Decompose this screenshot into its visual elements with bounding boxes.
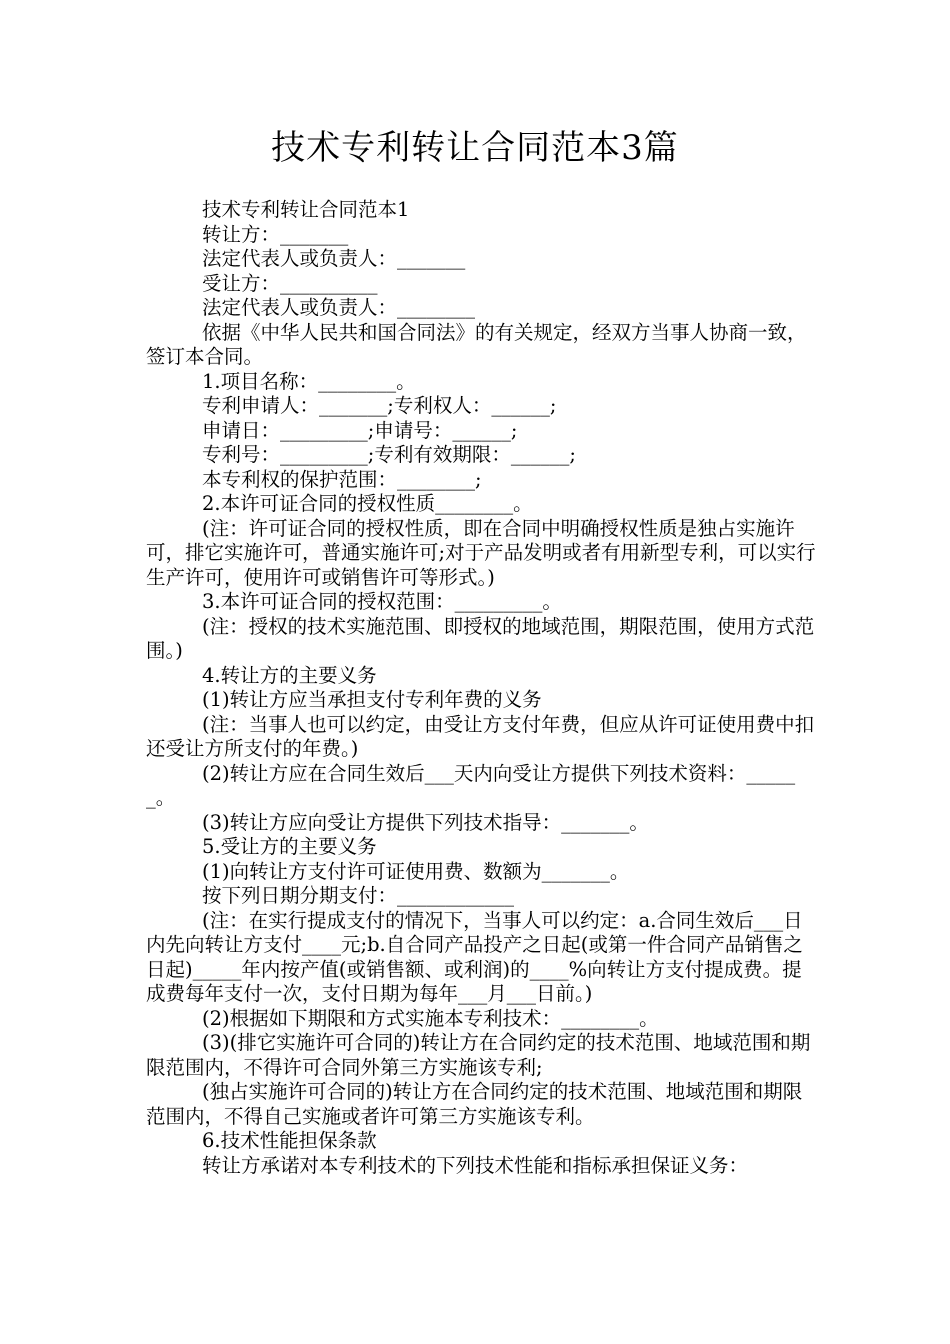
note-royalty-payment: (注：在实行提成支付的情况下，当事人可以约定：a.合同生效后___日内先向转让方支付____元;b.自合同产品投产之日起(或第一件合同产品销售之日起)_____年内按产值(或销售额、或利润)的____%向转让方支付提成费。提成费每年支付一次，支付日期为每年___月___日前。) bbox=[146, 908, 803, 1005]
clause-license-nature: 2.本许可证合同的授权性质________。 bbox=[202, 492, 533, 515]
document-title: 技术专利转让合同范本3篇 bbox=[271, 128, 679, 168]
exclusive-license-paragraph: (独占实施许可合同的)转让方在合同约定的技术范围、地域范围和期限范围内，不得自己实施或者许可第三方实施该专利。 bbox=[146, 1080, 803, 1128]
patent-applicant-line: 专利申请人：_______;专利权人：______; bbox=[202, 394, 557, 417]
patent-number-line: 专利号：_________;专利有效期限：______; bbox=[202, 443, 576, 466]
clause-transferee-obligations: 5.受让方的主要义务 bbox=[202, 835, 377, 858]
note-license-nature: (注：许可证合同的授权性质，即在合同中明确授权性质是独占实施许可，排它实施许可，普通实施许可;对于产品发明或者有用新型专利，可以实行生产许可，使用许可或销售许可等形式。) bbox=[146, 516, 816, 589]
transferor-field: 转让方：_______ bbox=[202, 222, 349, 246]
clause-project-name: 1.项目名称：________。 bbox=[202, 369, 416, 393]
transferee-obligation-3: (3)(排它实施许可合同的)转让方在合同约定的技术范围、地域范围和期限范围内，不得许可合同外第三方实施该专利; bbox=[146, 1031, 811, 1079]
transferor-obligation-1: (1)转让方应当承担支付专利年费的义务 bbox=[202, 688, 542, 711]
preamble-paragraph: 依据《中华人民共和国合同法》的有关规定，经双方当事人协商一致，签订本合同。 bbox=[146, 320, 807, 368]
note-license-scope: (注：授权的技术实施范围、即授权的地域范围，期限范围，使用方式范围。) bbox=[146, 614, 815, 662]
transferee-obligation-1: (1)向转让方支付许可证使用费、数额为_______。 bbox=[202, 859, 630, 883]
transferee-obligation-2: (2)根据如下期限和方式实施本专利技术：________。 bbox=[202, 1006, 659, 1030]
transferor-obligation-2: (2)转让方应在合同生效后___天内向受让方提供下列技术资料：______。 bbox=[146, 761, 796, 809]
clause-performance-guarantee: 6.技术性能担保条款 bbox=[202, 1129, 377, 1152]
clause-license-scope: 3.本许可证合同的授权范围：_________。 bbox=[202, 590, 562, 613]
protection-scope-line: 本专利权的保护范围：________; bbox=[202, 467, 482, 491]
section-heading: 技术专利转让合同范本1 bbox=[202, 198, 410, 221]
document-body bbox=[146, 198, 818, 1178]
guarantee-statement: 转让方承诺对本专利技术的下列技术性能和指标承担保证义务： bbox=[202, 1153, 749, 1177]
transferee-representative-field: 法定代表人或负责人：________ bbox=[202, 296, 476, 319]
installment-payment-line: 按下列日期分期支付：____________ bbox=[202, 884, 515, 907]
transferor-obligation-3: (3)转让方应向受让方提供下列技术指导：_______。 bbox=[202, 810, 649, 834]
transferor-representative-field: 法定代表人或负责人：_______ bbox=[202, 247, 466, 270]
clause-transferor-obligations: 4.转让方的主要义务 bbox=[202, 663, 377, 687]
note-annual-fee: (注：当事人也可以约定，由受让方支付年费，但应从许可证使用费中扣还受让方所支付的年费。) bbox=[146, 712, 815, 760]
application-date-line: 申请日：_________;申请号：______; bbox=[202, 418, 518, 442]
transferee-field: 受让方：__________ bbox=[202, 271, 378, 295]
